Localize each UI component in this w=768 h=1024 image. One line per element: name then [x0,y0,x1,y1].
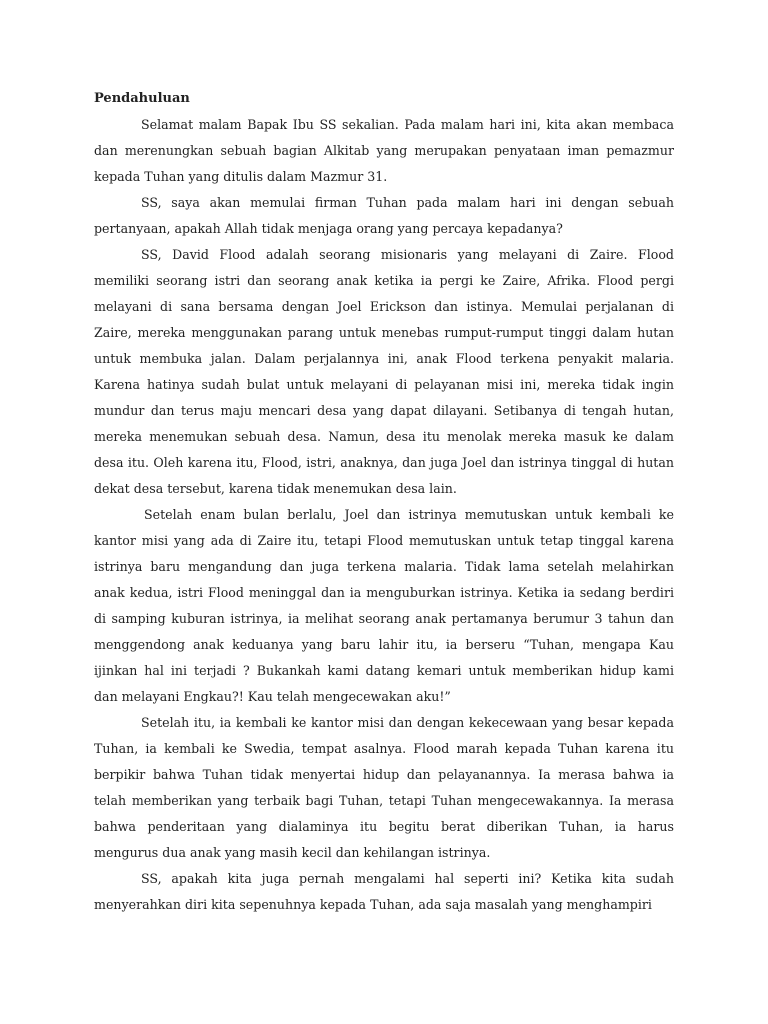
paragraph-line: telah memberikan yang terbaik bagi Tuhan, tetapi Tuhan mengecewakannya. Ia merasa [94,793,674,808]
paragraph-line: Tuhan, ia kembali ke Swedia, tempat asalnya. Flood marah kepada Tuhan karena itu [94,741,674,756]
paragraph-line: mereka menemukan sebuah desa. Namun, desa itu menolak mereka masuk ke dalam [94,429,674,444]
paragraph-line: dan melayani Engkau?! Kau telah mengecewakan aku!” [94,689,451,704]
paragraph [94,710,674,866]
paragraph-line: mengurus dua anak yang masih kecil dan kehilangan istrinya. [94,845,491,860]
paragraph-line: menyerahkan diri kita sepenuhnya kepada Tuhan, ada saja masalah yang menghampiri [94,897,652,912]
paragraph-line: Selamat malam Bapak Ibu SS sekalian. Pada malam hari ini, kita akan membaca [141,117,674,132]
paragraph-line: desa itu. Oleh karena itu, Flood, istri, anaknya, dan juga Joel dan istrinya tinggal di hutan [94,455,674,470]
paragraph-line: pertanyaan, apakah Allah tidak menjaga orang yang percaya kepadanya? [94,221,563,236]
paragraph-line: dan merenungkan sebuah bagian Alkitab yang merupakan penyataan iman pemazmur [94,143,674,158]
paragraph-line: Zaire, mereka menggunakan parang untuk menebas rumput-rumput tinggi dalam hutan [94,325,674,340]
paragraph-line: memiliki seorang istri dan seorang anak ketika ia pergi ke Zaire, Afrika. Flood pergi [94,273,674,288]
paragraph-line: SS, saya akan memulai firman Tuhan pada malam hari ini dengan sebuah [141,195,674,210]
paragraph-line: Setelah itu, ia kembali ke kantor misi dan dengan kekecewaan yang besar kepada [141,715,674,730]
paragraph-line: berpikir bahwa Tuhan tidak menyertai hidup dan pelayanannya. Ia merasa bahwa ia [94,767,674,782]
paragraph-line: Setelah enam bulan berlalu, Joel dan istrinya memutuskan untuk kembali ke [144,507,674,522]
paragraph-line: bahwa penderitaan yang dialaminya itu begitu berat diberikan Tuhan, ia harus [94,819,674,834]
document-page [94,86,674,918]
paragraph-line: kepada Tuhan yang ditulis dalam Mazmur 31. [94,169,388,184]
paragraph-line: di samping kuburan istrinya, ia melihat seorang anak pertamanya berumur 3 tahun dan [94,611,674,626]
paragraph [94,502,674,710]
section-heading: Pendahuluan [94,91,190,106]
document-body [94,112,674,918]
paragraph-line: SS, apakah kita juga pernah mengalami hal seperti ini? Ketika kita sudah [141,871,674,886]
paragraph-line: istrinya baru mengandung dan juga terkena malaria. Tidak lama setelah melahirkan [94,559,674,574]
paragraph-line: kantor misi yang ada di Zaire itu, tetapi Flood memutuskan untuk tetap tinggal karena [94,533,674,548]
paragraph-line: anak kedua, istri Flood meninggal dan ia menguburkan istrinya. Ketika ia sedang berdiri [94,585,674,600]
paragraph-line: ijinkan hal ini terjadi ? Bukankah kami datang kemari untuk memberikan hidup kami [94,663,674,678]
paragraph [94,190,674,242]
paragraph-line: melayani di sana bersama dengan Joel Erickson dan istinya. Memulai perjalanan di [94,299,674,314]
paragraph-line: mundur dan terus maju mencari desa yang dapat dilayani. Setibanya di tengah hutan, [94,403,674,418]
paragraph-line: dekat desa tersebut, karena tidak menemukan desa lain. [94,481,457,496]
paragraph [94,242,674,502]
paragraph-line: SS, David Flood adalah seorang misionaris yang melayani di Zaire. Flood [141,247,674,262]
paragraph-line: Karena hatinya sudah bulat untuk melayani di pelayanan misi ini, mereka tidak ingin [94,377,674,392]
paragraph-line: untuk membuka jalan. Dalam perjalannya ini, anak Flood terkena penyakit malaria. [94,351,674,366]
paragraph-line: menggendong anak keduanya yang baru lahir itu, ia berseru “Tuhan, mengapa Kau [94,637,674,652]
paragraph [94,112,674,190]
paragraph [94,866,674,918]
